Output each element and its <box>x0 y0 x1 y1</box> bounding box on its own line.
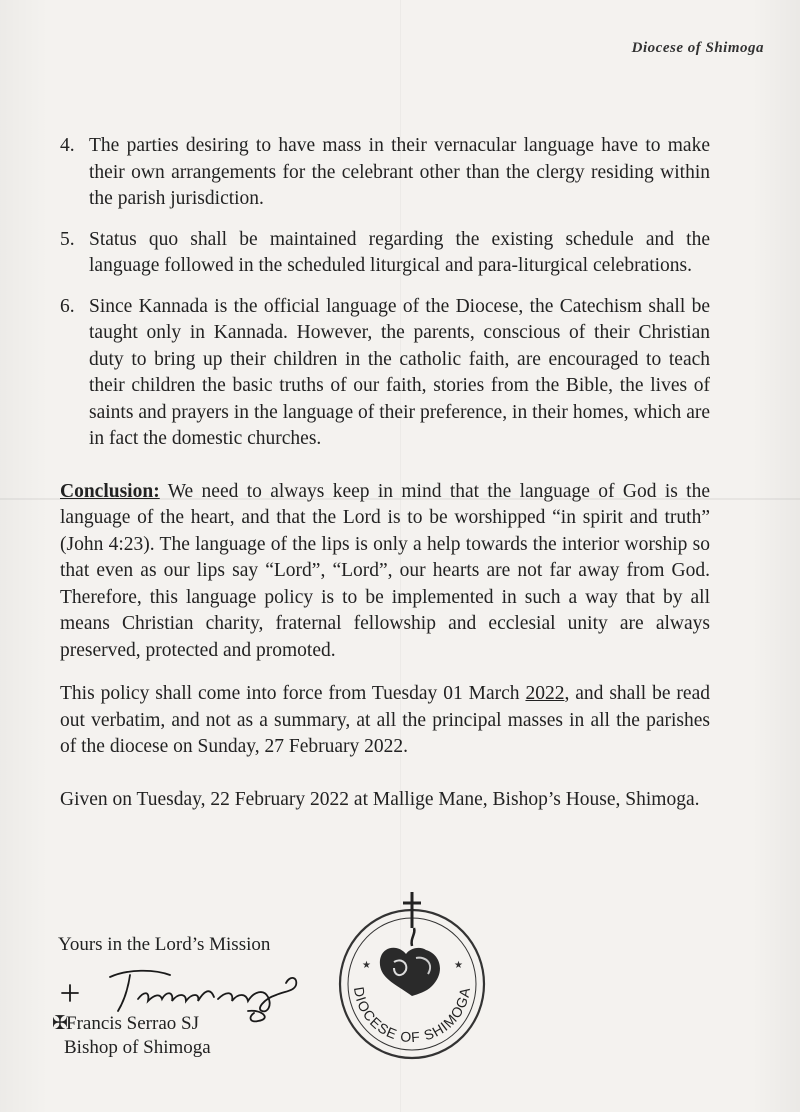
policy-point-4 <box>60 133 710 213</box>
closing-line: Yours in the Lord’s Mission <box>58 934 271 955</box>
force-text-after: , and shall be read out verbatim, and not as a summary, at all the principal masses in all the parishes of the diocese on Sunday, 27 February 2022. <box>60 683 710 757</box>
point-text: Status quo shall be maintained regarding the existing schedule and the language followed in the scheduled liturgical and para-liturgical celebrations. <box>89 228 710 276</box>
policy-point-5 <box>60 227 710 280</box>
given-paragraph: Given on Tuesday, 22 February 2022 at Mallige Mane, Bishop’s House, Shimoga. <box>60 788 700 810</box>
conclusion-label: Conclusion: <box>60 480 160 502</box>
effective-date-paragraph <box>60 681 710 761</box>
conclusion-text: We need to always keep in mind that the language of God is the language of the heart, and that the Lord is to be worshipped “in spirit and truth” (John 4:23). The language of the lips is only a help towards the interior worship so that even as our lips say “Lord”, “Lord”, our hearts are not far away from God. Therefore, this language policy is to be implemented in such a way that by all means Christian charity, fraternal fellowship and ecclesial unity are always preserved, protected and promoted. <box>60 480 710 661</box>
point-text: Since Kannada is the official language of the Diocese, the Catechism shall be taught only in Kannada. However, the parents, conscious of their Christian duty to bring up their children in the catholic faith, are encouraged to teach their children the basic truths of our faith, stories from the Bible, the lives of saints and prayers in the language of their preference, in their homes, which are in fact the domestic churches. <box>89 295 710 449</box>
signer-name: Francis Serrao SJ <box>66 1013 199 1034</box>
policy-points <box>60 133 710 453</box>
seal-star-right: ★ <box>454 960 463 971</box>
point-number: 4. <box>60 135 75 156</box>
seal-ring-text: DIOCESE OF SHIMOGA <box>350 985 474 1046</box>
point-text: The parties desiring to have mass in their vernacular language have to make their own arrangements for the celebrant other than the clergy residing within the parish jurisdiction. <box>89 135 710 209</box>
point-number: 5. <box>60 228 75 250</box>
seal-star-left: ★ <box>362 960 371 971</box>
signer-title: Bishop of Shimoga <box>64 1037 211 1058</box>
point-number: 6. <box>60 295 75 317</box>
letter-body <box>60 133 710 813</box>
conclusion-paragraph <box>60 479 710 665</box>
diocese-seal <box>336 888 488 1064</box>
signer-name-line <box>52 1012 211 1036</box>
diocese-header-mark: Diocese of Shimoga <box>631 40 764 56</box>
sacred-heart-icon <box>380 928 440 996</box>
signer-block <box>52 1012 211 1060</box>
policy-point-6 <box>60 294 710 453</box>
force-text-before: This policy shall come into force from Tuesday 01 March <box>60 683 526 704</box>
episcopal-cross-icon: ✠ <box>52 1013 68 1034</box>
force-year-underlined: 2022 <box>525 683 565 704</box>
